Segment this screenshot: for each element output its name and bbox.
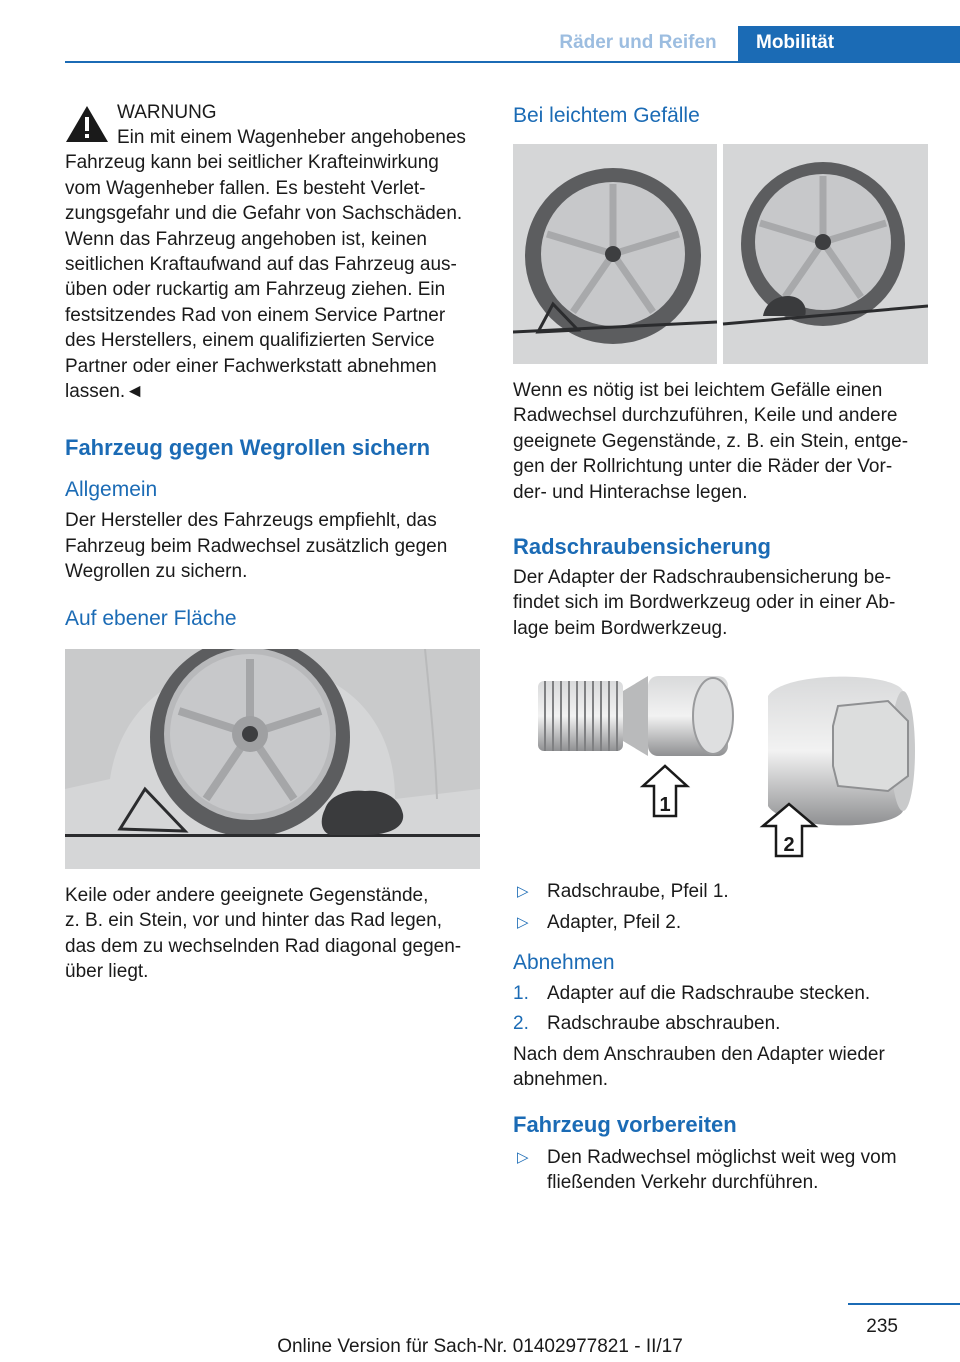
flat-text-line: über liegt. [65, 960, 149, 982]
heading-general: Allgemein [65, 478, 158, 502]
slope-text-line: gen der Rollrichtung unter die Räder der Vor- [513, 456, 893, 478]
list-item: ▷ Adapter, Pfeil 2. [513, 910, 928, 935]
figure-wheel-chocks-slope [513, 144, 928, 364]
lock-items-list [513, 879, 928, 935]
page-number: 235 [866, 1316, 898, 1337]
warning-title: WARNUNG [117, 102, 217, 123]
arrow-label-1: 1 [659, 794, 671, 817]
general-text-line: Der Hersteller des Fahrzeugs empfiehlt, das [65, 510, 437, 532]
triangle-bullet-icon: ▷ [517, 1148, 529, 1166]
heading-flat-surface: Auf ebener Fläche [65, 606, 237, 630]
heading-slight-slope: Bei leichtem Gefälle [513, 104, 700, 127]
list-item: 1. Adapter auf die Radschraube stecken. [513, 983, 871, 1005]
header-rule [65, 61, 960, 63]
slope-text-line: geeignete Gegenstände, z. B. ein Stein, entge- [513, 430, 909, 452]
warning-text-line: üben oder ruckartig am Fahrzeug ziehen. Ein [65, 279, 446, 301]
wheel-chock-slope-illustration [513, 144, 928, 364]
wheel-chock-flat-illustration [65, 649, 480, 869]
header-section-title: Räder und Reifen [559, 32, 717, 53]
warning-text-line: vom Wagenheber fallen. Es besteht Verlet- [65, 177, 426, 199]
prepare-items-list [513, 1145, 928, 1196]
slope-text-line: der- und Hinterachse legen. [513, 481, 748, 503]
warning-text-line: Partner oder einer Fachwerkstatt abnehmen [65, 355, 437, 377]
warning-text-line: Ein mit einem Wagenheber angehobenes [117, 127, 466, 148]
general-text-line: Fahrzeug beim Radwechsel zusätzlich gegen [65, 535, 448, 557]
slope-text-line: Wenn es nötig ist bei leichtem Gefälle einen [513, 380, 883, 401]
warning-text-line: Wenn das Fahrzeug angehoben ist, keinen [65, 228, 427, 250]
lock-text-line: Der Adapter der Radschraubensicherung be- [513, 567, 892, 589]
warning-text-line: Fahrzeug kann bei seitlicher Krafteinwirkung [65, 152, 439, 174]
slope-text-line: Radwechsel durchzuführen, Keile und andere [513, 405, 898, 427]
warning-text-line: lassen.◄ [65, 381, 145, 403]
flat-text-line: z. B. ein Stein, vor und hinter das Rad legen, [65, 910, 443, 932]
footer-rule [848, 1303, 960, 1305]
warning-text-line: zungsgefahr und die Gefahr von Sachschäden. [65, 203, 463, 225]
remove-note-line: abnehmen. [513, 1069, 609, 1091]
figure-wheel-chocks-flat [65, 649, 480, 869]
heading-wheel-lock: Radschraubensicherung [513, 534, 771, 560]
warning-text-line: seitlichen Kraftaufwand auf das Fahrzeug aus- [65, 254, 457, 276]
figure-lock-bolt-adapter [513, 671, 928, 871]
arrow-label-2: 2 [783, 834, 795, 857]
lock-bolt-illustration [513, 671, 928, 871]
heading-secure-vehicle: Fahrzeug gegen Wegrollen sichern [65, 435, 431, 461]
heading-remove: Abnehmen [513, 951, 615, 975]
warning-triangle-icon [65, 104, 109, 144]
heading-prepare-vehicle: Fahrzeug vorbereiten [513, 1111, 737, 1137]
list-item: ▷ Radschraube, Pfeil 1. [513, 879, 928, 904]
warning-text-line: des Herstellers, einem qualifizierten Service [65, 330, 435, 352]
online-version-note: Online Version für Sach-Nr. 01402977821 - II/17 [277, 1336, 683, 1357]
remove-note-line: Nach dem Anschrauben den Adapter wieder [513, 1043, 885, 1065]
right-column [513, 100, 928, 1201]
flat-text-line: Keile oder andere geeignete Gegenstände, [65, 884, 429, 906]
header-chapter-tab: Mobilität [738, 26, 960, 62]
general-text-line: Wegrollen zu sichern. [65, 561, 248, 583]
warning-block [65, 100, 480, 404]
left-column [65, 100, 480, 984]
lock-text-line: findet sich im Bordwerkzeug oder in einer Ab- [513, 592, 896, 614]
remove-steps-list [513, 981, 928, 1037]
flat-text-line: das dem zu wechselnden Rad diagonal gegen- [65, 935, 462, 957]
triangle-bullet-icon: ▷ [517, 913, 529, 931]
warning-text-line: festsitzendes Rad von einem Service Partner [65, 304, 446, 326]
list-item: ▷ Den Radwechsel möglichst weit weg vom fließenden Verkehr durchführen. [517, 1146, 897, 1194]
triangle-bullet-icon: ▷ [517, 883, 529, 901]
lock-text-line: lage beim Bordwerkzeug. [513, 617, 728, 639]
list-item: 2. Radschraube abschrauben. [513, 1013, 781, 1035]
